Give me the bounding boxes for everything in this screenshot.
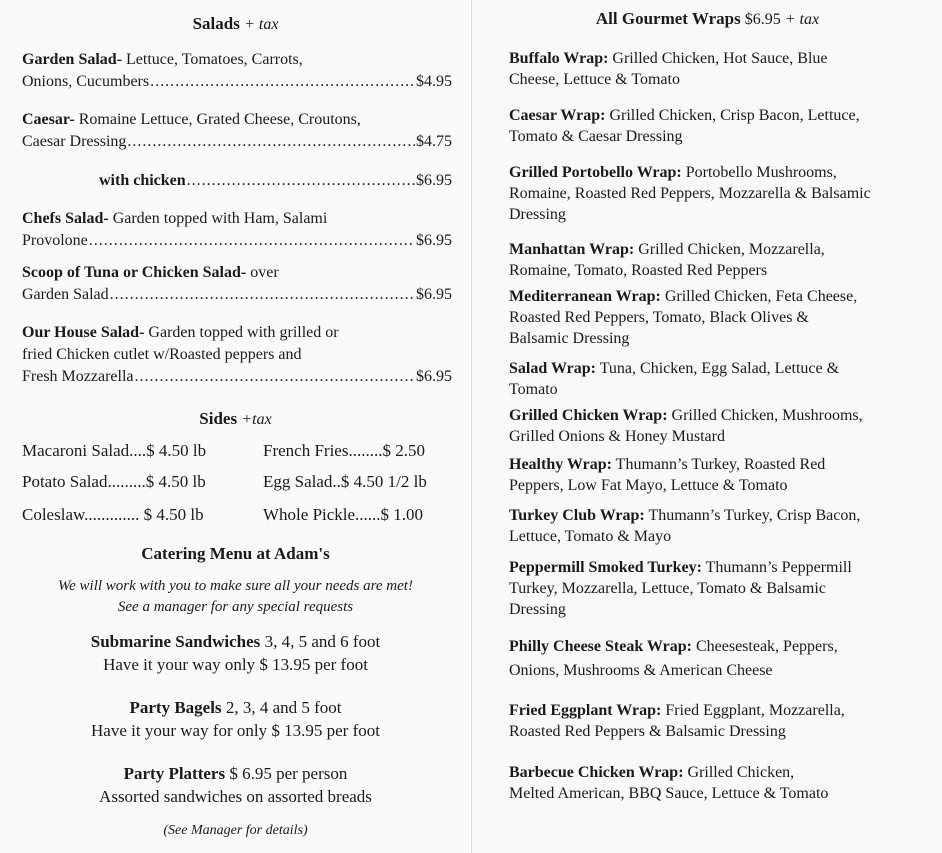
dot-leader xyxy=(150,71,415,93)
item-desc: Garden topped with grilled or xyxy=(144,324,339,341)
side-item: Macaroni Salad....$ 4.50 lb xyxy=(22,441,207,460)
wrap-desc: Cheese, Lettuce & Tomato xyxy=(509,71,680,88)
catering-sizes: 3, 4, 5 and 6 foot xyxy=(260,632,381,651)
wrap-item-bbq xyxy=(509,762,927,804)
wrap-desc: Thumann’s Peppermill xyxy=(701,559,852,576)
wraps-heading-price: $6.95 xyxy=(740,11,781,28)
item-desc: Onions, Cucumbers xyxy=(22,73,150,90)
wrap-desc: Tomato & Caesar Dressing xyxy=(509,128,683,145)
wrap-desc: Melted American, BBQ Sauce, Lettuce & Tomato xyxy=(509,785,829,802)
catering-bagels xyxy=(0,696,471,742)
catering-title: Submarine Sandwiches xyxy=(90,632,261,651)
item-name: Chefs Salad- xyxy=(22,210,109,227)
wrap-item-portobello xyxy=(509,162,927,225)
item-name: Our House Salad- xyxy=(22,324,145,341)
salads-heading-text: Salads xyxy=(192,14,240,33)
wrap-item-philly xyxy=(509,636,927,681)
menu-item-caesar-salad xyxy=(22,109,452,153)
item-name: Caesar- xyxy=(22,111,75,128)
sides-heading-text: Sides xyxy=(199,409,238,428)
wrap-desc: Grilled Chicken, Feta Cheese, xyxy=(660,288,858,305)
wrap-item-grilled-chicken xyxy=(509,405,927,447)
wrap-desc: Thumann’s Turkey, Crisp Bacon, xyxy=(644,507,861,524)
wrap-desc: Roasted Red Peppers, Tomato, Black Olives & xyxy=(509,309,809,326)
item-price: $6.95 xyxy=(416,232,452,249)
wrap-item-healthy xyxy=(509,454,927,496)
wraps-heading xyxy=(472,9,942,29)
item-name: Scoop of Tuna or Chicken Salad- xyxy=(22,264,247,281)
side-item: Egg Salad..$ 4.50 1/2 lb xyxy=(263,472,427,491)
sides-heading xyxy=(0,409,471,429)
wrap-desc: Peppers, Low Fat Mayo, Lettuce & Tomato xyxy=(509,477,788,494)
item-desc: Garden Salad xyxy=(22,286,109,303)
catering-price-line: Assorted sandwiches on assorted breads xyxy=(99,787,372,806)
wrap-desc: Grilled Chicken, Mozzarella, xyxy=(634,241,825,258)
item-desc: over xyxy=(246,264,279,281)
catering-heading: Catering Menu at Adam's xyxy=(141,544,330,563)
wrap-name: Turkey Club Wrap: xyxy=(509,507,645,524)
wrap-desc: Cheesesteak, Peppers, xyxy=(691,638,838,655)
catering-title: Party Bagels xyxy=(129,698,222,717)
item-price: $4.75 xyxy=(416,133,452,150)
wrap-desc: Lettuce, Tomato & Mayo xyxy=(509,528,672,545)
item-name: with chicken xyxy=(99,172,186,189)
menu-item-chefs-salad xyxy=(22,208,452,252)
dot-leader xyxy=(127,131,415,153)
dot-leader xyxy=(187,170,415,192)
wrap-desc: Tomato xyxy=(509,381,558,398)
wrap-desc: Grilled Onions & Honey Mustard xyxy=(509,428,725,445)
wrap-name: Healthy Wrap: xyxy=(509,456,612,473)
side-item: Potato Salad.........$ 4.50 lb xyxy=(22,472,206,491)
wrap-item-eggplant xyxy=(509,700,927,742)
item-desc: Lettuce, Tomatoes, Carrots, xyxy=(122,51,303,68)
wrap-desc: Onions, Mushrooms & American Cheese xyxy=(509,662,773,679)
wrap-desc: Thumann’s Turkey, Roasted Red xyxy=(611,456,826,473)
catering-price-line: Have it your way only $ 13.95 per foot xyxy=(103,655,368,674)
wrap-item-turkey-club xyxy=(509,505,927,547)
wraps-heading-tax: + tax xyxy=(780,11,820,28)
menu-item-scoop-salad xyxy=(22,262,452,306)
wrap-name: Fried Eggplant Wrap: xyxy=(509,702,662,719)
wrap-name: Manhattan Wrap: xyxy=(509,241,635,258)
wrap-name: Philly Cheese Steak Wrap: xyxy=(509,638,692,655)
wrap-name: Salad Wrap: xyxy=(509,360,596,377)
dot-leader xyxy=(110,284,415,306)
wrap-name: Grilled Chicken Wrap: xyxy=(509,407,668,424)
catering-intro xyxy=(0,576,471,618)
wrap-desc: Grilled Chicken, Crisp Bacon, Lettuce, xyxy=(605,107,860,124)
wrap-name: Caesar Wrap: xyxy=(509,107,606,124)
wrap-desc: Romaine, Tomato, Roasted Red Peppers xyxy=(509,262,768,279)
catering-sizes: $ 6.95 per person xyxy=(225,764,348,783)
item-desc: Caesar Dressing xyxy=(22,133,127,150)
item-desc: fried Chicken cutlet w/Roasted peppers and xyxy=(22,346,302,363)
side-item: Coleslaw............. $ 4.50 lb xyxy=(22,505,204,524)
wrap-desc: Turkey, Mozzarella, Lettuce, Tomato & Balsamic xyxy=(509,580,826,597)
catering-intro-line: We will work with you to make sure all your needs are met! xyxy=(58,578,413,594)
wrap-item-peppermill xyxy=(509,557,927,620)
wrap-desc: Portobello Mushrooms, xyxy=(681,164,837,181)
wrap-desc: Roasted Red Peppers & Balsamic Dressing xyxy=(509,723,786,740)
wrap-item-manhattan xyxy=(509,239,927,281)
catering-submarine xyxy=(0,630,471,676)
wrap-desc: Balsamic Dressing xyxy=(509,330,630,347)
wrap-name: Mediterranean Wrap: xyxy=(509,288,661,305)
item-desc: Garden topped with Ham, Salami xyxy=(108,210,328,227)
side-item: French Fries........$ 2.50 xyxy=(263,441,425,460)
sides-heading-tax: +tax xyxy=(241,411,272,428)
item-price: $6.95 xyxy=(416,172,452,189)
catering-note: (See Manager for details) xyxy=(163,823,308,838)
item-desc: Fresh Mozzarella xyxy=(22,368,134,385)
item-desc: Romaine Lettuce, Grated Cheese, Croutons, xyxy=(74,111,361,128)
menu-item-garden-salad xyxy=(22,49,452,93)
wrap-item-buffalo xyxy=(509,48,927,90)
catering-title: Party Platters xyxy=(123,764,226,783)
wrap-desc: Grilled Chicken, Mushrooms, xyxy=(667,407,863,424)
item-price: $6.95 xyxy=(416,368,452,385)
wrap-desc: Grilled Chicken, Hot Sauce, Blue xyxy=(608,50,828,67)
item-name: Garden Salad- xyxy=(22,51,123,68)
menu-item-house-salad xyxy=(22,322,452,388)
wraps-heading-text: All Gourmet Wraps xyxy=(595,9,741,28)
catering-intro-line: See a manager for any special requests xyxy=(117,599,354,615)
side-item: Whole Pickle......$ 1.00 xyxy=(263,505,424,524)
item-price: $4.95 xyxy=(416,73,452,90)
sides-row xyxy=(22,505,454,525)
wrap-item-salad xyxy=(509,358,927,400)
sides-row xyxy=(22,472,454,492)
wrap-name: Buffalo Wrap: xyxy=(509,50,609,67)
wrap-item-mediterranean xyxy=(509,286,927,349)
catering-sizes: 2, 3, 4 and 5 foot xyxy=(221,698,342,717)
item-price: $6.95 xyxy=(416,286,452,303)
salads-heading-tax: + tax xyxy=(244,16,279,33)
wrap-desc: Fried Eggplant, Mozzarella, xyxy=(661,702,845,719)
wrap-item-caesar xyxy=(509,105,927,147)
sides-row xyxy=(22,441,454,461)
wrap-desc: Romaine, Roasted Red Peppers, Mozzarella & Balsamic xyxy=(509,185,871,202)
wrap-desc: Tuna, Chicken, Egg Salad, Lettuce & xyxy=(596,360,840,377)
wrap-name: Peppermill Smoked Turkey: xyxy=(509,559,702,576)
wrap-name: Barbecue Chicken Wrap: xyxy=(509,764,684,781)
catering-price-line: Have it your way for only $ 13.95 per foot xyxy=(91,721,380,740)
catering-platters xyxy=(0,762,471,808)
wrap-desc: Dressing xyxy=(509,206,566,223)
salads-heading xyxy=(0,14,471,34)
dot-leader xyxy=(135,366,415,388)
dot-leader xyxy=(89,230,415,252)
item-desc: Provolone xyxy=(22,232,88,249)
wrap-desc: Dressing xyxy=(509,601,566,618)
menu-item-caesar-with-chicken xyxy=(99,170,452,192)
wrap-desc: Grilled Chicken, xyxy=(683,764,795,781)
wrap-name: Grilled Portobello Wrap: xyxy=(509,164,682,181)
